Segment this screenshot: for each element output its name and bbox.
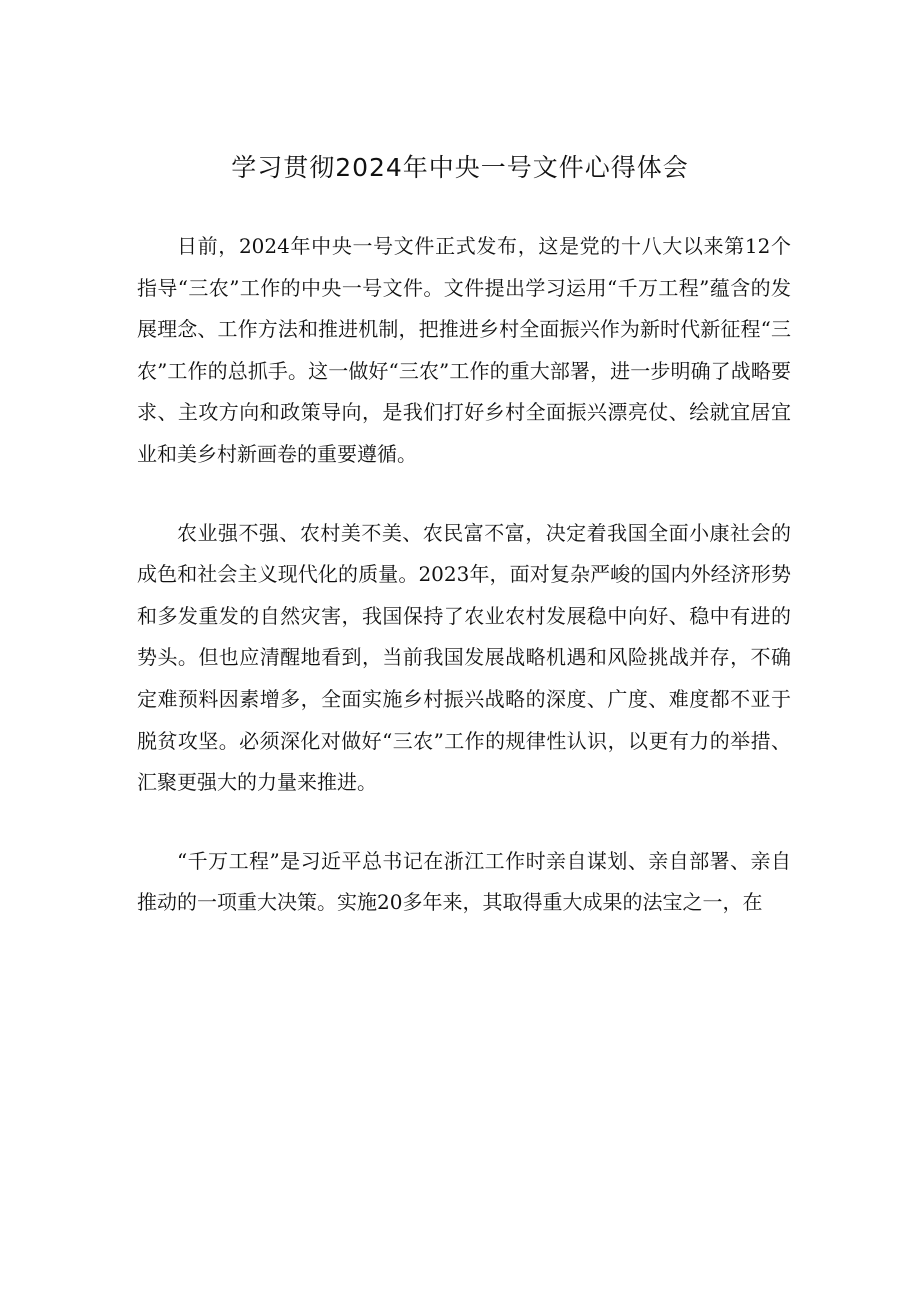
- document-title: 学习贯彻2024年中央一号文件心得体会: [231, 153, 689, 182]
- document-body: [137, 226, 791, 961]
- paragraph-3: “千万工程”是习近平总书记在浙江工作时亲自谋划、亲自部署、亲自推动的一项重大决策。实施20多年来，其取得重大成果的法宝之一，在: [137, 848, 791, 915]
- paragraph-1: 日前，2024年中央一号文件正式发布，这是党的十八大以来第12个指导“三农”工作的中央一号文件。文件提出学习运用“千万工程”蕴含的发展理念、工作方法和推进机制，把推进乡村全面振兴作为新时代新征程“三农”工作的总抓手。这一做好“三农”工作的重大部署，进一步明确了战略要求、主攻方向和政策导向，是我们打好乡村全面振兴漂亮仗、绘就宜居宜业和美乡村新画卷的重要遵循。: [137, 234, 791, 466]
- paragraph-2: 农业强不强、农村美不美、农民富不富，决定着我国全面小康社会的成色和社会主义现代化的质量。2023年，面对复杂严峻的国内外经济形势和多发重发的自然灾害，我国保持了农业农村发展稳中向好、稳中有进的势头。但也应清醒地看到，当前我国发展战略机遇和风险挑战并存，不确定难预料因素增多，全面实施乡村振兴战略的深度、广度、难度都不亚于脱贫攻坚。必须深化对做好“三农”工作的规律性认识，以更有力的举措、汇聚更强大的力量来推进。: [137, 520, 791, 795]
